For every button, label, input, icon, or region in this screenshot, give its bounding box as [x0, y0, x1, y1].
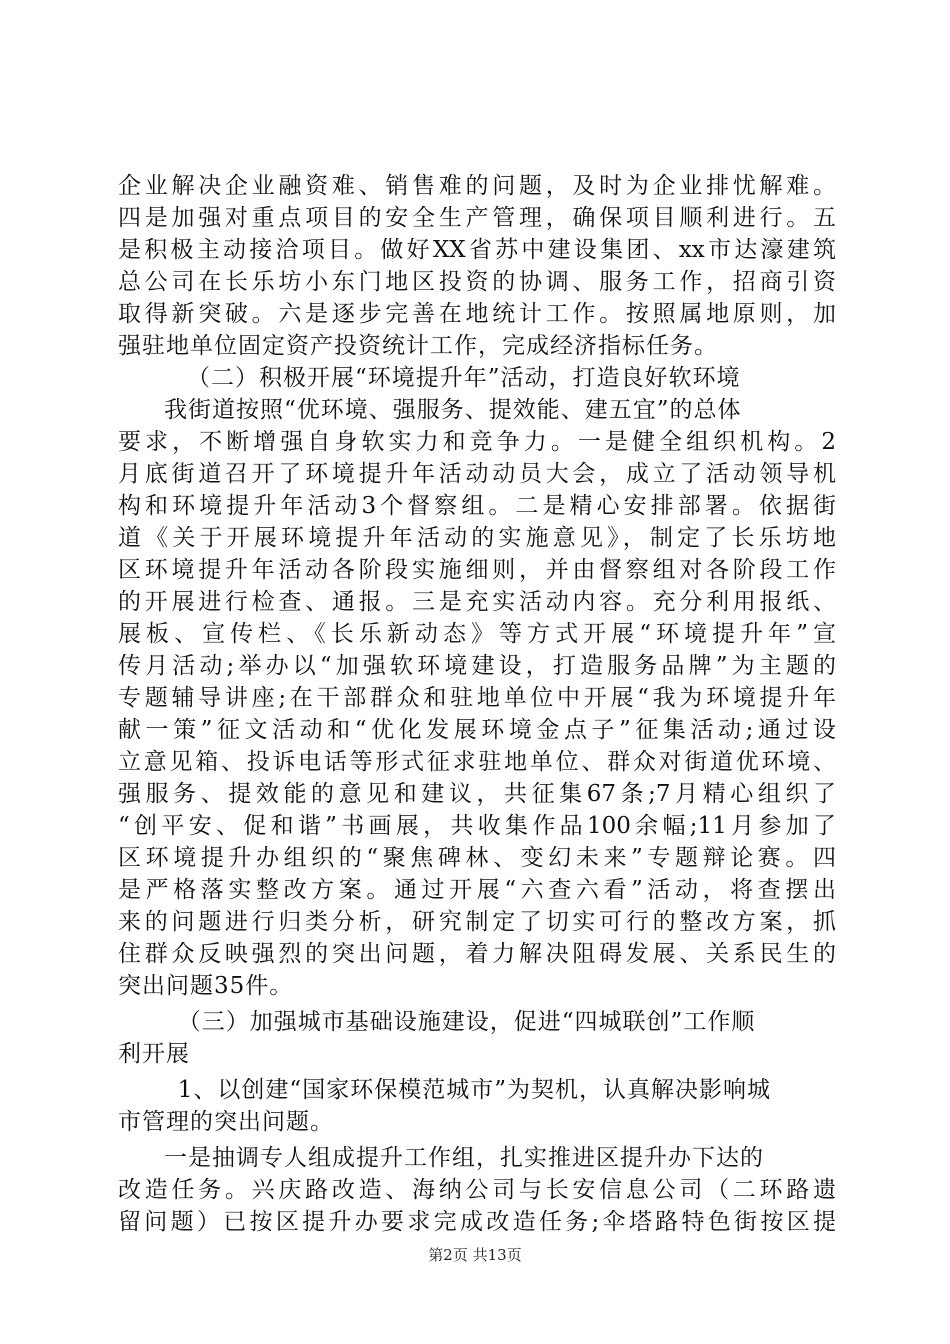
text-line: 总公司在长乐坊小东门地区投资的协调、服务工作，招商引资	[118, 269, 836, 295]
text-line: 改造任务。兴庆路改造、海纳公司与长安信息公司（二环路遗	[118, 1177, 836, 1203]
text-line: 是积极主动接洽项目。做好XX省苏中建设集团、xx市达濠建筑	[118, 237, 836, 263]
text-line: 住群众反映强烈的突出问题，着力解决阻碍发展、关系民生的	[118, 941, 836, 967]
text-line: 传月活动;举办以“加强软环境建设，打造服务品牌”为主题的	[118, 653, 836, 679]
subsection-heading: 1、以创建“国家环保模范城市”为契机，认真解决影响城	[177, 1077, 771, 1103]
text-line: 专题辅导讲座;在干部群众和驻地单位中开展“我为环境提升年	[118, 685, 836, 711]
text-line: 是严格落实整改方案。通过开展“六查六看”活动，将查摆出	[118, 877, 836, 903]
text-line: 突出问题35件。	[118, 973, 294, 999]
document-body	[118, 170, 836, 1238]
text-line: 的开展进行检查、通报。三是充实活动内容。充分利用报纸、	[118, 589, 836, 615]
text-line: 立意见箱、投诉电话等形式征求驻地单位、群众对街道优环境、	[118, 749, 836, 775]
section-heading: （二）积极开展“环境提升年”活动，打造良好软环境	[187, 365, 741, 391]
text-line: 取得新突破。六是逐步完善在地统计工作。按照属地原则，加	[118, 301, 836, 327]
section-heading-continued: 利开展	[118, 1041, 190, 1067]
text-line: 区环境提升年活动各阶段实施细则，并由督察组对各阶段工作	[118, 557, 836, 583]
text-line: 强服务、提效能的意见和建议，共征集67条;7月精心组织了	[118, 781, 836, 807]
text-line: 四是加强对重点项目的安全生产管理，确保项目顺利进行。五	[118, 205, 836, 231]
text-line: 道《关于开展环境提升年活动的实施意见》，制定了长乐坊地	[118, 525, 836, 551]
paragraph-first-line: 我街道按照“优环境、强服务、提效能、建五宜”的总体	[164, 397, 742, 423]
section-heading: （三）加强城市基础设施建设，促进“四城联创”工作顺	[177, 1009, 756, 1035]
text-line: 展板、宣传栏、《长乐新动态》等方式开展“环境提升年”宣	[118, 621, 836, 647]
text-line: 月底街道召开了环境提升年活动动员大会，成立了活动领导机	[118, 461, 836, 487]
text-line: 区环境提升办组织的“聚焦碑林、变幻未来”专题辩论赛。四	[118, 845, 836, 871]
text-line: 要求，不断增强自身软实力和竞争力。一是健全组织机构。2	[118, 429, 836, 455]
text-line: “创平安、促和谐”书画展，共收集作品100余幅;11月参加了	[118, 813, 836, 839]
page-footer: 第2页 共13页	[428, 1246, 522, 1264]
text-line: 献一策”征文活动和“优化发展环境金点子”征集活动;通过设	[118, 717, 836, 743]
text-line: 来的问题进行归类分析，研究制定了切实可行的整改方案，抓	[118, 909, 836, 935]
text-line: 强驻地单位固定资产投资统计工作，完成经济指标任务。	[118, 333, 718, 359]
text-line: 留问题）已按区提升办要求完成改造任务;伞塔路特色街按区提	[118, 1209, 836, 1235]
paragraph-first-line: 一是抽调专人组成提升工作组，扎实推进区提升办下达的	[164, 1145, 764, 1171]
text-line: 构和环境提升年活动3个督察组。二是精心安排部署。依据街	[118, 493, 836, 519]
text-line: 企业解决企业融资难、销售难的问题，及时为企业排忧解难。	[118, 173, 836, 199]
subsection-heading-continued: 市管理的突出问题。	[118, 1109, 334, 1135]
